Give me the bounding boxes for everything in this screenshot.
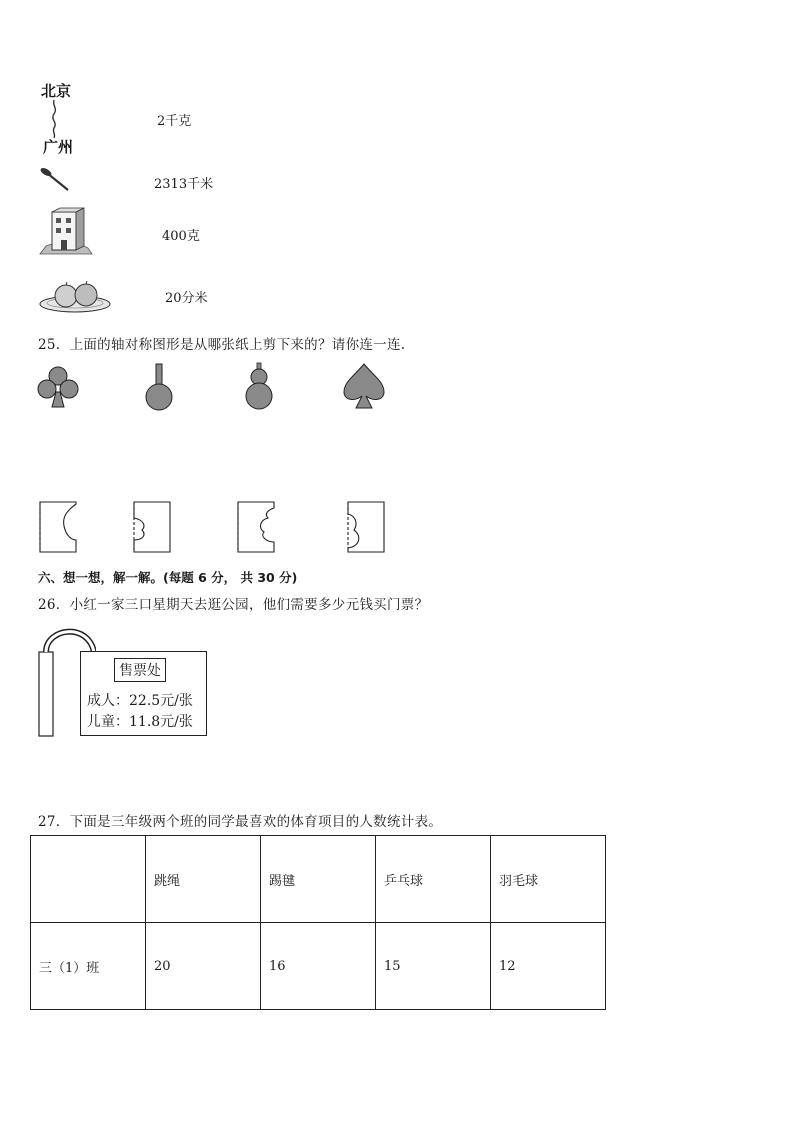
table-header-row bbox=[31, 836, 606, 923]
nail-icon bbox=[38, 164, 74, 194]
child-ticket-price: 儿童：11.8元/张 bbox=[87, 714, 193, 730]
ticket-office-sign bbox=[80, 651, 207, 736]
paper-cutout-b bbox=[132, 500, 174, 554]
bottle-shape-icon bbox=[142, 362, 176, 412]
sports-stats-table bbox=[30, 835, 606, 1010]
route-line-icon bbox=[38, 98, 83, 138]
header-cell: 跳绳 bbox=[146, 836, 261, 923]
header-cell bbox=[31, 836, 146, 923]
paper-cutout-c bbox=[236, 500, 278, 554]
value-2-kilograms: 2千克 bbox=[157, 114, 192, 129]
question-27: 27．下面是三年级两个班的同学最喜欢的体育项目的人数统计表。 bbox=[38, 814, 443, 830]
fruit-plate-icon bbox=[38, 278, 112, 314]
paper-cutout-a bbox=[38, 500, 78, 554]
paper-cutout-d bbox=[346, 500, 388, 554]
beijing-guangzhou-map bbox=[38, 80, 83, 156]
map-label-beijing: 北京 bbox=[41, 82, 72, 100]
value-2313-kilometers: 2313千米 bbox=[154, 177, 214, 192]
question-26: 26．小红一家三口星期天去逛公园，他们需要多少元钱买门票？ bbox=[38, 597, 429, 613]
value-400-grams: 400克 bbox=[162, 229, 200, 244]
section-6-heading: 六、想一想，解一解。(每题 6 分， 共 30 分) bbox=[38, 570, 298, 585]
ticket-office-title: 售票处 bbox=[114, 658, 166, 682]
row-label-cell: 三（1）班 bbox=[31, 923, 146, 1010]
adult-ticket-price: 成人：22.5元/张 bbox=[87, 693, 193, 709]
table-row bbox=[31, 923, 606, 1010]
table-cell: 15 bbox=[376, 923, 491, 1010]
table-cell: 12 bbox=[491, 923, 606, 1010]
header-cell: 乒乓球 bbox=[376, 836, 491, 923]
club-shape-icon bbox=[36, 364, 80, 410]
map-label-guangzhou: 广州 bbox=[43, 138, 74, 156]
spade-shape-icon bbox=[340, 362, 388, 412]
header-cell: 踢毽 bbox=[261, 836, 376, 923]
building-icon bbox=[38, 206, 94, 256]
table-cell: 20 bbox=[146, 923, 261, 1010]
question-25: 25．上面的轴对称图形是从哪张纸上剪下来的？请你连一连. bbox=[38, 337, 406, 353]
header-cell: 羽毛球 bbox=[491, 836, 606, 923]
value-20-decimeters: 20分米 bbox=[165, 291, 208, 306]
gourd-shape-icon bbox=[242, 362, 276, 412]
table-cell: 16 bbox=[261, 923, 376, 1010]
